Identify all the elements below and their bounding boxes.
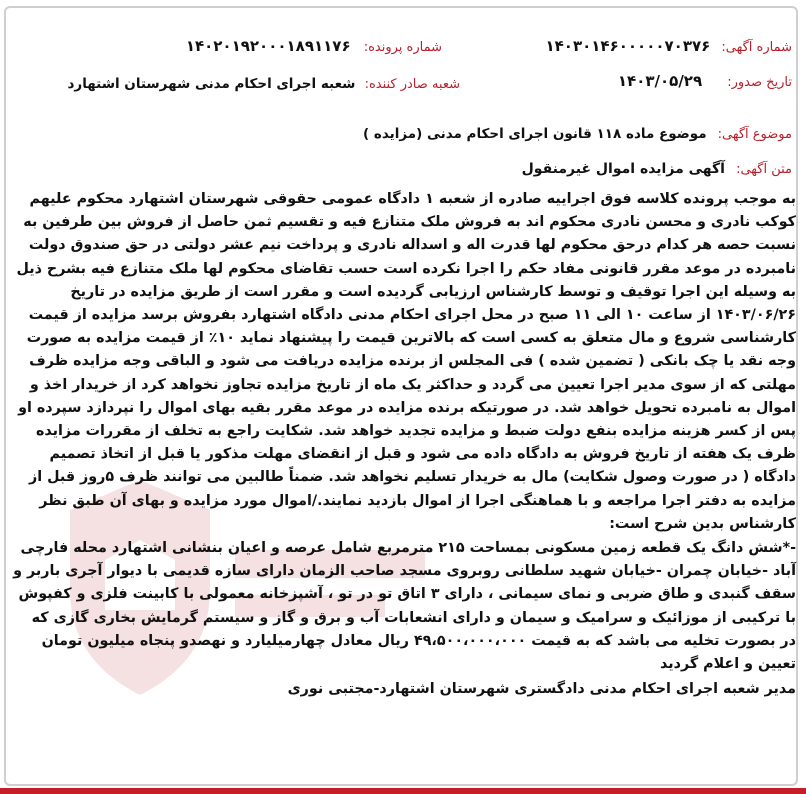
ad-body (12, 188, 796, 536)
case-number-value: ۱۴۰۲۰۱۹۲۰۰۰۱۸۹۱۱۷۶ (185, 37, 351, 55)
subject-value: موضوع ماده ۱۱۸ قانون اجرای احکام مدنی (مزایده ) (363, 126, 707, 142)
issuer-field (68, 73, 461, 92)
ad-number-label: شماره آگهی: (721, 40, 792, 55)
case-number-label: شماره پرونده: (363, 40, 442, 55)
ad-text-value: آگهی مزایده اموال غیرمنقول (521, 161, 725, 177)
signature-line: مدیر شعبه اجرای احکام مدنی دادگستری شهرستان اشتهارد-مجتبی نوری (287, 681, 796, 697)
issue-date-field (618, 71, 792, 90)
issuer-value: شعبه اجرای احکام مدنی شهرستان اشتهارد (67, 76, 356, 92)
subject-label: موضوع آگهی: (717, 127, 792, 142)
bottom-accent-strip (0, 788, 806, 794)
signature-block (12, 678, 796, 701)
body-paragraph-main: به موجب پرونده کلاسه فوق اجراییه صادره از شعبه ۱ دادگاه عمومی حقوقی شهرستان اشتهارد محکوم علیهم کوکب نادری و محسن نادری محکوم اند به فروش ملک متنازع فیه و تقسیم ثمن حاصل از فروش بین طرفین به نسبت حصه هر کدام درحق محکوم لها قدرت اله و اسداله نادری و پرداخت نیم عشر دولتی در حق صندوق دولت نامبرده در موعد مقرر قانونی مفاد حکم را اجرا نکرده است حسب تقاضای محکوم لها ملک متنازع فیه بشرح ذیل به وسیله این اجرا توقیف و توسط کارشناس ارزیابی گردیده است و مقرر است از طریق مزایده در تاریخ ۱۴۰۳/۰۶/۲۶ از ساعت ۱۰ الی ۱۱ صبح در محل اجرای احکام مدنی دادگاه اشتهارد بفروش برسد مزایده از قیمت کارشناسی شروع و مال متعلق به کسی است که بالاترین قیمت را پیشنهاد نماید ۱۰٪ از قیمت مزایده به صورت وجه نقد یا چک بانکی ( تضمین شده ) فی المجلس از برنده مزایده دریافت می شود و الباقی وجه مزایده ظرف مهلتی که از سوی مدیر اجرا تعیین می گردد و حداکثر یک ماه از تاریخ مزایده تجاوز نخواهد کرد از خریدار اخذ و اموال به نامبرده تحویل خواهد شد. در صورتیکه برنده مزایده در موعد مقرر بقیه بهای اموال را نپردازد سپرده او پس از کسر هزینه مزایده بنفع دولت ضبط و مزایده تجدید خواهد شد. شکایت راجع به تخلف از مقررات مزایده ظرف یک هفته از تاریخ فروش به دادگاه داده می شود و قبل از انقضای مهلت مذکور یا قبل از اتخاذ تصمیم دادگاه ( در صورت وصول شکایت) مال به خریدار تسلیم نخواهد شد. ضمناً طالبین می توانند ظرف ۵روز قبل از مزایده به دفتر اجرا مراجعه و با هماهنگی اجرا از اموال بازدید نمایند./اموال مورد مزایده و بهای آن طبق نظر کارشناس بدین شرح است: (16, 191, 796, 532)
issuer-label: شعبه صادر کننده: (364, 77, 460, 92)
issue-date-label: تاریخ صدور: (727, 75, 792, 90)
ad-number-field (546, 36, 793, 55)
ad-number-value: ۱۴۰۳۰۱۴۶۰۰۰۰۰۷۰۳۷۶ (545, 37, 711, 55)
ad-text-label: متن آگهی: (736, 162, 792, 177)
issue-date-value: ۱۴۰۳/۰۵/۲۹ (617, 72, 703, 90)
subject-field (363, 123, 792, 142)
ad-text-field (522, 158, 792, 177)
case-number-field (186, 36, 442, 55)
property-description (12, 537, 796, 676)
body-paragraph-property: -*شش دانگ یک قطعه زمین مسکونی بمساحت ۲۱۵ مترمربع شامل عرصه و اعیان بنشانی اشتهارد محله فارچی آباد -خیابان چمران -خیابان شهید سلطانی روبروی مسجد صاحب الزمان دارای سازه قدیمی با دیوار آجری باربر و سقف گنبدی و طاق ضربی و نمای سیمانی ، دارای ۳ اتاق تو در تو ، آشپزخانه معمولی با کابینت فلزی و کفپوش با ترکیبی از موزائیک و سرامیک و سیمان و دارای انشعابات آب و برق و گاز و سیستم گرمایش بخاری گازی که در بصورت تخلیه می باشد که به قیمت ۴۹،۵۰۰،۰۰۰،۰۰۰ ریال معادل چهارمیلیارد و نهصدو پنجاه میلیون تومان تعیین و اعلام گردید (13, 540, 796, 673)
